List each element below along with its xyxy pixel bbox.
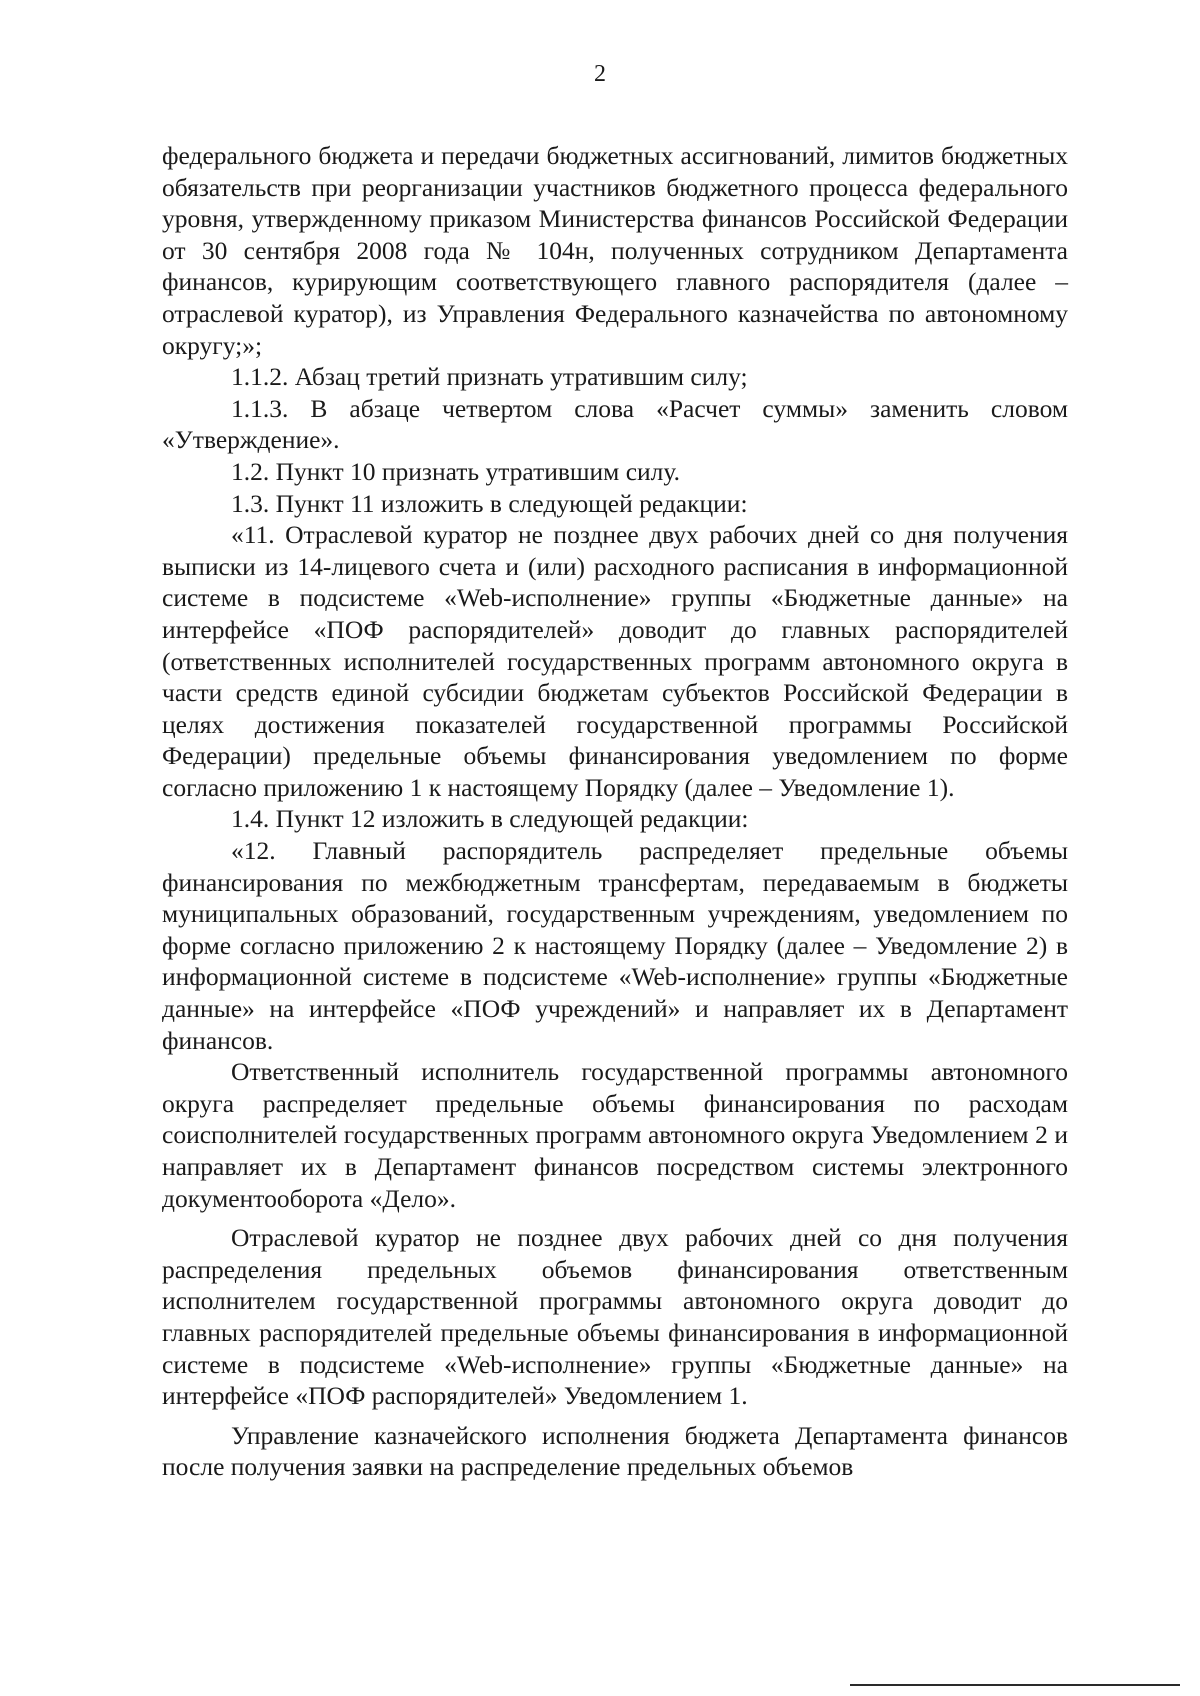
paragraph-treasury-department: Управление казначейского исполнения бюджета Департамента финансов после получения заявки на распределение предельных объемов [162,1420,1068,1482]
paragraph-1-1-2: 1.1.2. Абзац третий признать утратившим силу; [231,362,748,392]
footer-rule [850,1684,1180,1686]
page-number: 2 [594,61,606,87]
paragraph-sector-curator: Отраслевой куратор не позднее двух рабочих дней со дня получения распределения предельных объемов финансирования ответственным исполнителем государственной программы автономного округа доводит до главных распорядителей предельные объемы финансирования в информационной системе в подсистеме «Web-исполнение» группы «Бюджетные данные» на интерфейсе «ПОФ распорядителей» Уведомлением 1. [162,1223,1068,1411]
paragraph-1-4: 1.4. Пункт 12 изложить в следующей редакции: [231,804,749,834]
paragraph-item-12: «12. Главный распорядитель распределяет предельные объемы финансирования по межбюджетным трансфертам, передаваемым в бюджеты муниципальных образований, государственным учреждениям, уведомлением по форме согласно приложению 2 к настоящему Порядку (далее – Уведомление 2) в информационной системе в подсистеме «Web-исполнение» группы «Бюджетные данные» на интерфейсе «ПОФ учреждений» и направляет их в Департамент финансов. [162,836,1068,1055]
paragraph-1-2: 1.2. Пункт 10 признать утратившим силу. [231,456,680,486]
document-body [162,140,1068,1483]
paragraph-1-1-3: 1.1.3. В абзаце четвертом слова «Расчет суммы» заменить словом «Утверждение». [162,393,1068,455]
paragraph-continuation: федерального бюджета и передачи бюджетных ассигнований, лимитов бюджетных обязательств при реорганизации участников бюджетного процесса федерального уровня, утвержденному приказом Министерства финансов Российской Федерации от 30 сентября 2008 года № 104н, полученных сотрудником Департамента финансов, курирующим соответствующего главного распорядителя (далее – отраслевой куратор), из Управления Федерального казначейства по автономному округу;»; [162,141,1068,360]
paragraph-item-11: «11. Отраслевой куратор не позднее двух рабочих дней со дня получения выписки из 14-лицевого счета и (или) расходного расписания в информационной системе в подсистеме «Web-исполнение» группы «Бюджетные данные» на интерфейсе «ПОФ распорядителей» доводит до главных распорядителей (ответственных исполнителей государственных программ автономного округа в части средств единой субсидии бюджетам субъектов Российской Федерации в целях достижения показателей государственной программы Российской Федерации) предельные объемы финансирования уведомлением по форме согласно приложению 1 к настоящему Порядку (далее – Уведомление 1). [162,520,1068,802]
paragraph-1-3: 1.3. Пункт 11 изложить в следующей редакции: [231,488,748,518]
paragraph-responsible-executor: Ответственный исполнитель государственной программы автономного округа распределяет предельные объемы финансирования по расходам соисполнителей государственных программ автономного округа Уведомлением 2 и направляет их в Департамент финансов посредством системы электронного документооборота «Дело». [162,1057,1068,1213]
